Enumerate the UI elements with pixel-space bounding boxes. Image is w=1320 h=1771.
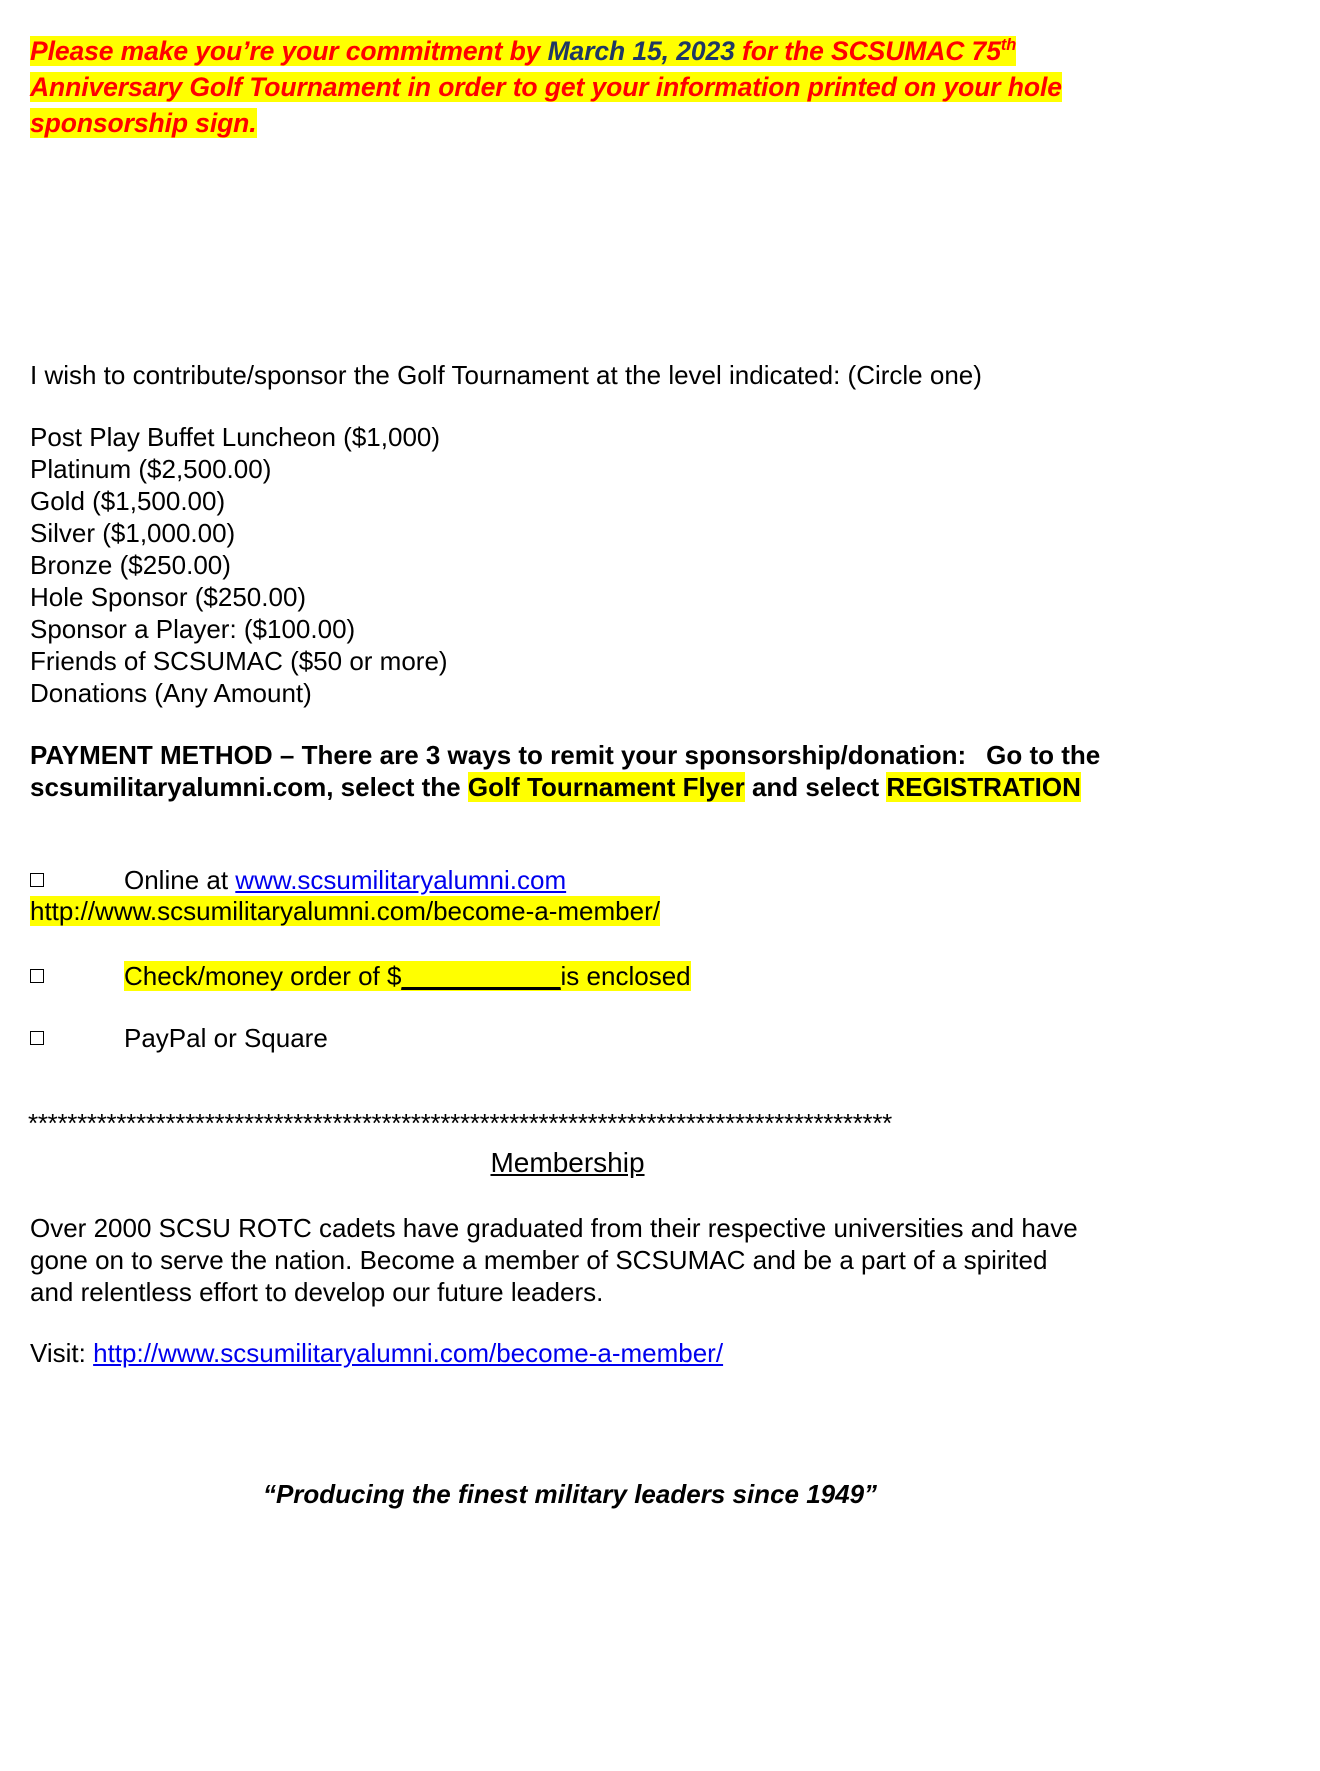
list-item[interactable]: Donations (Any Amount) bbox=[30, 678, 312, 708]
checkbox-icon[interactable] bbox=[30, 1031, 44, 1045]
become-a-member-link[interactable]: http://www.scsumilitaryalumni.com/become-a-member/ bbox=[93, 1338, 724, 1368]
check-option-text-pre: Check/money order of $ bbox=[124, 961, 402, 991]
ordinal-suffix: th bbox=[1000, 36, 1017, 55]
membership-heading-text: Membership bbox=[490, 1147, 645, 1178]
deadline-date: March 15, 2023 bbox=[547, 36, 735, 66]
payment-option-online-prefix: Online at bbox=[124, 865, 236, 895]
visit-line bbox=[30, 1337, 1090, 1369]
list-item[interactable]: Silver ($1,000.00) bbox=[30, 518, 236, 548]
checkbox-icon[interactable] bbox=[30, 873, 44, 887]
golf-tournament-flyer-highlight: Golf Tournament Flyer bbox=[467, 772, 745, 802]
deadline-text-part1: Please make you’re your commitment by bbox=[30, 36, 548, 66]
deadline-text-part2: for the SCSUMAC 75 bbox=[734, 36, 1001, 66]
list-item[interactable]: Sponsor a Player: ($100.00) bbox=[30, 614, 356, 644]
list-item[interactable]: Post Play Buffet Luncheon ($1,000) bbox=[30, 422, 441, 452]
amount-blank-field[interactable]: ___________ bbox=[401, 961, 561, 991]
become-a-member-url-highlighted[interactable] bbox=[30, 895, 660, 927]
registration-highlight: REGISTRATION bbox=[886, 772, 1081, 802]
payment-method-paragraph bbox=[30, 739, 1105, 803]
paypal-square-label: PayPal or Square bbox=[124, 1023, 328, 1053]
footer-tagline: “Producing the finest military leaders since 1949” bbox=[262, 1479, 878, 1509]
payment-method-heading: PAYMENT METHOD – There are 3 ways to remit your sponsorship/donation: bbox=[30, 740, 967, 770]
list-item[interactable]: Friends of SCSUMAC ($50 or more) bbox=[30, 646, 448, 676]
visit-label: Visit: bbox=[30, 1338, 94, 1368]
section-divider: **************************************************************************************** bbox=[28, 1108, 892, 1138]
payment-option-paypal-square[interactable] bbox=[30, 1022, 1130, 1054]
deadline-text-part3: Anniversary Golf Tournament in order to get your information printed on your hole sponsorship sign. bbox=[30, 72, 1062, 138]
checkbox-icon[interactable] bbox=[30, 969, 44, 983]
list-item[interactable]: Gold ($1,500.00) bbox=[30, 486, 226, 516]
payment-option-check[interactable] bbox=[30, 960, 1130, 992]
scsumilitaryalumni-link[interactable]: www.scsumilitaryalumni.com bbox=[235, 865, 567, 895]
membership-heading bbox=[0, 1146, 1135, 1180]
membership-body-text: Over 2000 SCSU ROTC cadets have graduated from their respective universities and have gone on to serve the nation. Become a member of SCSUMAC and be a part of a spirited and relentless effort to develop our future leaders. bbox=[30, 1213, 1078, 1307]
list-item[interactable]: Bronze ($250.00) bbox=[30, 550, 231, 580]
become-a-member-url-text[interactable]: http://www.scsumilitaryalumni.com/become-a-member/ bbox=[30, 896, 660, 926]
payment-option-online[interactable] bbox=[30, 864, 1130, 896]
payment-instruction-mid: and select bbox=[744, 772, 887, 802]
sponsorship-levels-list bbox=[30, 421, 730, 709]
check-option-text-post: is enclosed bbox=[560, 961, 691, 991]
list-item[interactable]: Hole Sponsor ($250.00) bbox=[30, 582, 307, 612]
payment-instruction-pre: Go to the scsumilitaryalumni.com, select the bbox=[30, 740, 1101, 802]
deadline-banner bbox=[30, 33, 1090, 141]
sponsorship-lead-line: I wish to contribute/sponsor the Golf Tournament at the level indicated: (Circle one) bbox=[30, 360, 982, 390]
list-item[interactable]: Platinum ($2,500.00) bbox=[30, 454, 272, 484]
